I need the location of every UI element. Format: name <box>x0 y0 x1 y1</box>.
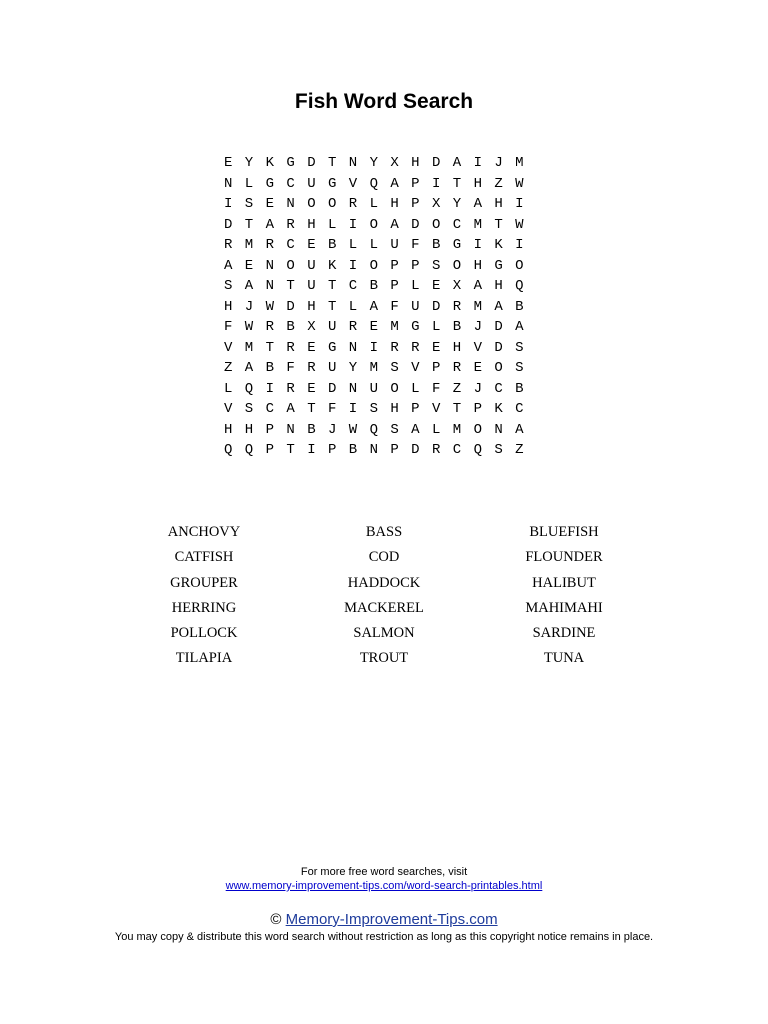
grid-letter: P <box>390 257 399 274</box>
grid-letter: B <box>348 442 358 458</box>
grid-letter: G <box>411 319 420 335</box>
grid-row <box>224 358 536 379</box>
word-search-printables-link[interactable]: www.memory-improvement-tips.com/word-search-printables.html <box>225 880 543 892</box>
grid-letter: P <box>411 175 420 192</box>
grid-letter: I <box>265 380 274 397</box>
grid-letter: C <box>265 401 274 417</box>
word-list-item: SARDINE <box>532 625 596 642</box>
grid-letter: P <box>265 442 274 458</box>
grid-letter: P <box>431 360 441 376</box>
grid-letter: T <box>327 298 337 315</box>
grid-letter: K <box>494 401 503 417</box>
grid-letter: C <box>494 380 503 397</box>
grid-letter: R <box>390 339 399 356</box>
grid-letter: L <box>224 380 233 397</box>
grid-letter: C <box>286 175 295 192</box>
grid-letter: C <box>452 216 462 233</box>
grid-letter: Q <box>515 278 524 294</box>
grid-letter: I <box>224 196 233 212</box>
grid-letter: I <box>431 175 441 192</box>
grid-letter: K <box>327 257 337 274</box>
grid-letter: J <box>494 155 503 171</box>
grid-letter: W <box>515 175 524 192</box>
copyright-icon: © <box>270 911 282 928</box>
grid-letter: L <box>327 216 337 233</box>
grid-letter: I <box>473 237 482 253</box>
grid-letter: S <box>515 360 524 376</box>
grid-letter: E <box>369 319 378 335</box>
grid-letter: H <box>244 421 254 438</box>
grid-letter: G <box>327 175 337 192</box>
grid-letter: H <box>411 155 420 171</box>
copyright-notice: You may copy & distribute this word search without restriction as long as this copyright notice remains in place. <box>114 931 654 943</box>
grid-letter: B <box>452 319 462 335</box>
grid-letter: D <box>411 442 420 458</box>
grid-letter: H <box>224 421 233 438</box>
page-title: Fish Word Search <box>294 90 474 113</box>
grid-letter: S <box>431 257 441 274</box>
grid-letter: N <box>369 442 378 458</box>
grid-letter: D <box>411 216 420 233</box>
word-list-item: HALIBUT <box>532 574 596 591</box>
grid-letter: Q <box>369 421 378 438</box>
grid-letter: D <box>431 155 441 171</box>
grid-letter: F <box>431 380 441 397</box>
grid-letter: U <box>307 257 316 274</box>
grid-letter: Q <box>473 442 482 458</box>
grid-letter: I <box>348 401 358 417</box>
grid-letter: E <box>307 380 316 397</box>
grid-letter: Z <box>494 175 503 192</box>
word-list-item: TUNA <box>543 650 585 667</box>
word-list-item: TROUT <box>359 650 409 667</box>
grid-letter: P <box>411 257 420 274</box>
grid-letter: J <box>244 298 254 315</box>
grid-letter: V <box>411 360 420 376</box>
grid-letter: D <box>286 298 295 315</box>
grid-letter: D <box>327 380 337 397</box>
grid-letter: W <box>265 298 274 315</box>
grid-letter: Y <box>369 155 378 171</box>
grid-letter: T <box>327 155 337 171</box>
grid-letter: B <box>286 319 295 335</box>
grid-letter: A <box>452 155 462 171</box>
grid-letter: X <box>452 278 462 294</box>
grid-letter: D <box>224 216 233 233</box>
grid-letter: W <box>515 216 524 233</box>
grid-letter: R <box>348 196 358 212</box>
word-list-item: GROUPER <box>170 574 238 591</box>
grid-letter: X <box>431 196 441 212</box>
grid-letter: J <box>473 380 482 397</box>
grid-row <box>224 297 536 318</box>
grid-letter: I <box>348 257 358 274</box>
grid-letter: M <box>452 421 462 438</box>
word-list-item: POLLOCK <box>170 625 238 642</box>
grid-letter: T <box>494 216 503 233</box>
grid-letter: D <box>494 319 503 335</box>
grid-letter: I <box>369 339 378 356</box>
grid-letter: R <box>452 298 462 315</box>
grid-letter: M <box>515 155 524 171</box>
grid-letter: H <box>452 339 462 356</box>
grid-letter: H <box>390 401 399 417</box>
grid-letter: U <box>411 298 420 315</box>
more-searches-text: For more free word searches, visit <box>300 866 468 878</box>
grid-letter: T <box>452 401 462 417</box>
grid-letter: N <box>348 339 358 356</box>
grid-letter: A <box>244 278 254 294</box>
grid-letter: H <box>473 257 482 274</box>
grid-letter: G <box>452 237 462 253</box>
copyright-line <box>0 911 768 928</box>
grid-letter: R <box>431 442 441 458</box>
grid-letter: S <box>494 442 503 458</box>
grid-letter: N <box>286 421 295 438</box>
grid-letter: R <box>286 380 295 397</box>
word-list-item: CATFISH <box>174 549 234 566</box>
grid-letter: F <box>286 360 295 376</box>
grid-letter: H <box>473 175 482 192</box>
grid-letter: O <box>473 421 482 438</box>
grid-letter: N <box>224 175 233 192</box>
grid-letter: I <box>307 442 316 458</box>
grid-letter: H <box>307 298 316 315</box>
grid-letter: K <box>265 155 274 171</box>
grid-letter: T <box>286 442 295 458</box>
grid-letter: D <box>431 298 441 315</box>
grid-letter: B <box>515 298 524 315</box>
grid-letter: I <box>515 237 524 253</box>
grid-letter: S <box>515 339 524 356</box>
grid-letter: T <box>307 401 316 417</box>
grid-letter: P <box>327 442 337 458</box>
grid-letter: F <box>411 237 420 253</box>
grid-letter: P <box>473 401 482 417</box>
grid-letter: E <box>431 278 441 294</box>
grid-row <box>224 153 536 174</box>
grid-letter: N <box>348 155 358 171</box>
grid-letter: J <box>473 319 482 335</box>
grid-letter: N <box>265 278 274 294</box>
grid-letter: M <box>244 339 254 356</box>
grid-letter: M <box>473 216 482 233</box>
grid-letter: U <box>307 175 316 192</box>
grid-letter: A <box>473 196 482 212</box>
grid-row <box>224 379 536 400</box>
grid-row <box>224 399 536 420</box>
grid-letter: F <box>390 298 399 315</box>
grid-letter: Y <box>244 155 254 171</box>
site-link[interactable]: Memory-Improvement-Tips.com <box>285 911 498 928</box>
grid-letter: S <box>244 401 254 417</box>
grid-letter: P <box>390 442 399 458</box>
grid-letter: S <box>369 401 378 417</box>
grid-letter: S <box>224 278 233 294</box>
word-list-item: BASS <box>365 524 403 540</box>
grid-letter: O <box>307 196 316 212</box>
grid-letter: L <box>244 175 254 192</box>
grid-letter: U <box>390 237 399 253</box>
grid-letter: Q <box>224 442 233 458</box>
grid-letter: Q <box>244 380 254 397</box>
grid-letter: H <box>307 216 316 233</box>
grid-letter: I <box>515 196 524 212</box>
grid-letter: V <box>224 401 233 417</box>
grid-letter: Y <box>452 196 462 212</box>
grid-letter: G <box>327 339 337 356</box>
grid-letter: C <box>286 237 295 253</box>
grid-row <box>224 317 536 338</box>
grid-letter: A <box>473 278 482 294</box>
grid-letter: T <box>327 278 337 294</box>
grid-letter: T <box>244 216 254 233</box>
grid-letter: P <box>265 421 274 438</box>
grid-letter: S <box>244 196 254 212</box>
grid-letter: Z <box>452 380 462 397</box>
grid-letter: O <box>369 257 378 274</box>
grid-letter: N <box>348 380 358 397</box>
grid-letter: R <box>224 237 233 253</box>
grid-letter: A <box>265 216 274 233</box>
grid-row <box>224 338 536 359</box>
grid-letter: W <box>348 421 358 438</box>
grid-letter: R <box>452 360 462 376</box>
grid-letter: R <box>265 237 274 253</box>
grid-letter: L <box>348 237 358 253</box>
grid-letter: I <box>473 155 482 171</box>
grid-letter: R <box>411 339 420 356</box>
grid-letter: X <box>390 155 399 171</box>
grid-letter: C <box>515 401 524 417</box>
word-list-item: BLUEFISH <box>529 524 599 540</box>
grid-letter: A <box>286 401 295 417</box>
grid-letter: A <box>390 216 399 233</box>
grid-letter: Q <box>244 442 254 458</box>
word-list-item: MAHIMAHI <box>525 599 603 616</box>
grid-letter: A <box>369 298 378 315</box>
grid-letter: E <box>224 155 233 171</box>
grid-letter: C <box>348 278 358 294</box>
grid-letter: O <box>494 360 503 376</box>
grid-letter: D <box>307 155 316 171</box>
grid-letter: V <box>224 339 233 356</box>
grid-letter: B <box>327 237 337 253</box>
grid-letter: O <box>327 196 337 212</box>
grid-letter: E <box>431 339 441 356</box>
grid-letter: O <box>431 216 441 233</box>
grid-letter: M <box>473 298 482 315</box>
grid-letter: W <box>244 319 254 335</box>
word-list-item: ANCHOVY <box>167 524 241 540</box>
grid-letter: Y <box>348 360 358 376</box>
grid-letter: R <box>348 319 358 335</box>
grid-letter: P <box>411 196 420 212</box>
grid-letter: E <box>307 237 316 253</box>
grid-letter: M <box>390 319 399 335</box>
grid-letter: E <box>473 360 482 376</box>
grid-row <box>224 174 536 195</box>
grid-letter: C <box>452 442 462 458</box>
grid-letter: B <box>515 380 524 397</box>
grid-letter: T <box>452 175 462 192</box>
word-list-item: MACKEREL <box>344 599 424 616</box>
grid-letter: R <box>286 216 295 233</box>
grid-letter: O <box>452 257 462 274</box>
grid-letter: F <box>224 319 233 335</box>
word-list <box>114 522 654 674</box>
grid-letter: A <box>515 319 524 335</box>
grid-letter: V <box>473 339 482 356</box>
grid-letter: L <box>348 298 358 315</box>
grid-letter: V <box>348 175 358 192</box>
grid-letter: G <box>494 257 503 274</box>
grid-letter: D <box>494 339 503 356</box>
grid-letter: L <box>411 380 420 397</box>
grid-letter: N <box>286 196 295 212</box>
grid-letter: G <box>265 175 274 192</box>
grid-letter: T <box>286 278 295 294</box>
grid-row <box>224 440 536 461</box>
grid-letter: U <box>369 380 378 397</box>
grid-letter: A <box>244 360 254 376</box>
grid-letter: B <box>431 237 441 253</box>
grid-row <box>224 276 536 297</box>
grid-letter: H <box>494 196 503 212</box>
grid-letter: V <box>431 401 441 417</box>
grid-letter: M <box>369 360 378 376</box>
grid-letter: O <box>369 216 378 233</box>
grid-letter: S <box>390 360 399 376</box>
grid-letter: O <box>286 257 295 274</box>
grid-letter: A <box>224 257 233 274</box>
grid-letter: Z <box>515 442 524 458</box>
grid-letter: H <box>224 298 233 315</box>
grid-letter: N <box>494 421 503 438</box>
grid-letter: Z <box>224 360 233 376</box>
grid-row <box>224 194 536 215</box>
grid-letter: L <box>431 421 441 438</box>
grid-letter: P <box>390 278 399 294</box>
grid-letter: A <box>515 421 524 438</box>
grid-letter: E <box>307 339 316 356</box>
grid-letter: U <box>327 319 337 335</box>
grid-letter: I <box>348 216 358 233</box>
grid-letter: Q <box>369 175 378 192</box>
word-list-item: FLOUNDER <box>525 549 603 566</box>
grid-letter: B <box>265 360 274 376</box>
grid-letter: M <box>244 237 254 253</box>
grid-row <box>224 256 536 277</box>
grid-letter: U <box>307 278 316 294</box>
grid-letter: A <box>411 421 420 438</box>
grid-letter: R <box>307 360 316 376</box>
grid-row <box>224 420 536 441</box>
grid-letter: L <box>411 278 420 294</box>
grid-letter: R <box>265 319 274 335</box>
grid-letter: H <box>494 278 503 294</box>
grid-letter: A <box>390 175 399 192</box>
grid-letter: J <box>327 421 337 438</box>
grid-letter: B <box>369 278 378 294</box>
grid-letter: T <box>265 339 274 356</box>
word-list-item: COD <box>368 549 400 566</box>
word-list-item: TILAPIA <box>175 650 233 667</box>
grid-letter: L <box>431 319 441 335</box>
grid-letter: E <box>244 257 254 274</box>
grid-letter: A <box>494 298 503 315</box>
grid-letter: H <box>390 196 399 212</box>
grid-letter: K <box>494 237 503 253</box>
grid-letter: G <box>286 155 295 171</box>
grid-letter: S <box>390 421 399 438</box>
grid-row <box>224 215 536 236</box>
grid-letter: F <box>327 401 337 417</box>
word-list-item: SALMON <box>353 625 415 642</box>
grid-letter: E <box>265 196 274 212</box>
grid-letter: R <box>286 339 295 356</box>
grid-letter: O <box>390 380 399 397</box>
word-list-item: HERRING <box>171 599 237 616</box>
grid-letter: N <box>265 257 274 274</box>
grid-letter: L <box>369 237 378 253</box>
grid-letter: O <box>515 257 524 274</box>
word-list-item: HADDOCK <box>347 574 421 591</box>
letter-grid <box>224 153 536 461</box>
grid-letter: B <box>307 421 316 438</box>
grid-letter: P <box>411 401 420 417</box>
grid-row <box>224 235 536 256</box>
grid-letter: L <box>369 196 378 212</box>
grid-letter: U <box>327 360 337 376</box>
grid-letter: X <box>307 319 316 335</box>
